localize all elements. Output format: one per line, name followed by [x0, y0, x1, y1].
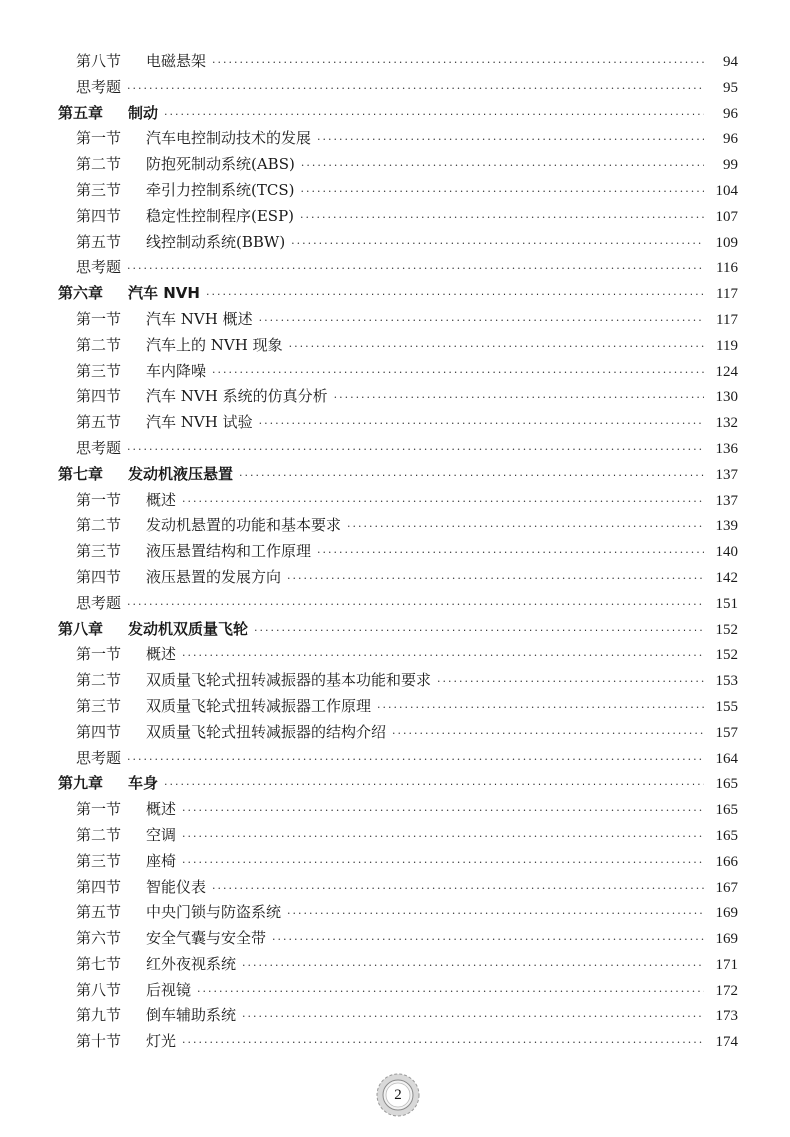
toc-entry-number: 第九章 — [58, 774, 104, 793]
toc-section-row[interactable] — [58, 565, 738, 591]
toc-page-number: 119 — [716, 337, 738, 354]
toc-entry-title: 倒车辅助系统 — [146, 1006, 237, 1025]
toc-entry-title: 液压悬置的发展方向 — [146, 567, 282, 586]
toc-entry-title: 牵引力控制系统(TCS) — [146, 180, 295, 199]
toc-entry-number: 第七章 — [58, 464, 104, 483]
toc-section-row[interactable] — [58, 539, 738, 565]
toc-page-number: 153 — [715, 673, 738, 690]
toc-entry-title: 电磁悬架 — [146, 52, 207, 70]
toc-page-number: 117 — [716, 286, 738, 303]
toc-entry-title: 概述 — [146, 645, 177, 664]
toc-entry-number: 第三节 — [76, 851, 122, 870]
dot-leader — [182, 798, 704, 824]
toc-entry-title: 灯光 — [146, 1032, 177, 1051]
dot-leader — [300, 205, 704, 231]
toc-entry-number: 第九节 — [76, 1006, 122, 1025]
dot-leader — [287, 566, 704, 592]
toc-section-row[interactable] — [58, 668, 738, 694]
toc-entry-number: 第八章 — [58, 619, 104, 638]
toc-entry-number: 思考题 — [76, 593, 122, 612]
toc-page-number: 169 — [715, 931, 738, 948]
toc-entry-number: 第八节 — [76, 980, 122, 999]
toc-section-row[interactable] — [58, 333, 738, 359]
toc-page-number: 165 — [715, 776, 738, 793]
toc-section-row[interactable] — [58, 1003, 738, 1029]
toc-entry-title: 双质量飞轮式扭转减振器的基本功能和要求 — [146, 671, 432, 690]
table-of-contents — [58, 49, 738, 1055]
toc-entry-number: 第三节 — [76, 361, 122, 380]
dot-leader — [182, 643, 704, 669]
dot-leader — [301, 153, 704, 179]
dot-leader — [197, 979, 704, 1005]
toc-page-number: 95 — [723, 79, 738, 96]
toc-entry-number: 第二节 — [76, 671, 122, 690]
toc-entry-title: 中央门锁与防盗系统 — [146, 903, 282, 922]
toc-section-row[interactable] — [58, 875, 738, 901]
toc-chapter-row[interactable] — [58, 462, 738, 488]
page-number: 2 — [394, 1086, 402, 1103]
toc-section-row[interactable] — [58, 952, 738, 978]
toc-entry-number: 第七节 — [76, 954, 122, 973]
dot-leader — [164, 102, 704, 128]
dot-leader — [127, 592, 704, 618]
toc-entry-title: 防抱死制动系统(ABS) — [146, 155, 295, 174]
toc-page-number: 94 — [723, 54, 738, 70]
toc-entry-number: 第五节 — [76, 413, 122, 432]
dot-leader — [242, 953, 704, 979]
toc-entry-number: 第二节 — [76, 155, 122, 174]
toc-section-row[interactable] — [58, 255, 738, 281]
toc-section-row[interactable] — [58, 978, 738, 1004]
toc-entry-number: 思考题 — [76, 438, 122, 457]
toc-page-number: 137 — [715, 466, 738, 483]
toc-entry-title: 汽车上的 NVH 现象 — [146, 335, 283, 354]
dot-leader — [164, 772, 704, 798]
toc-page-number: 137 — [715, 492, 738, 509]
toc-section-row[interactable] — [58, 900, 738, 926]
toc-entry-number: 第四节 — [76, 877, 122, 896]
toc-section-row[interactable] — [58, 359, 738, 385]
toc-page-number: 167 — [715, 879, 738, 896]
toc-entry-number: 第四节 — [76, 387, 122, 406]
toc-entry-number: 第二节 — [76, 335, 122, 354]
toc-entry-title: 安全气囊与安全带 — [146, 929, 267, 948]
toc-page-number: 174 — [715, 1034, 738, 1051]
toc-entry-title: 汽车 NVH — [128, 284, 200, 303]
dot-leader — [182, 1030, 704, 1056]
toc-section-row[interactable] — [58, 75, 738, 101]
toc-section-row[interactable] — [58, 307, 738, 333]
dot-leader — [212, 360, 704, 386]
toc-entry-number: 第一节 — [76, 129, 122, 148]
toc-entry-number: 第三节 — [76, 696, 122, 715]
toc-entry-title: 双质量飞轮式扭转减振器的结构介绍 — [146, 722, 387, 741]
toc-section-row[interactable] — [58, 204, 738, 230]
toc-section-row[interactable] — [58, 178, 738, 204]
toc-page-number: 157 — [715, 724, 738, 741]
dot-leader — [239, 463, 704, 489]
toc-chapter-row[interactable] — [58, 101, 738, 127]
toc-entry-number: 思考题 — [76, 748, 122, 767]
toc-entry-number: 第三节 — [76, 180, 122, 199]
toc-section-row[interactable] — [58, 513, 738, 539]
dot-leader — [437, 669, 704, 695]
toc-entry-title: 汽车电控制动技术的发展 — [146, 129, 312, 148]
toc-section-row[interactable] — [58, 797, 738, 823]
toc-section-row[interactable] — [58, 720, 738, 746]
toc-entry-number: 第一节 — [76, 645, 122, 664]
toc-entry-title: 后视镜 — [146, 980, 192, 999]
dot-leader — [242, 1004, 704, 1030]
toc-page-number: 130 — [715, 389, 738, 406]
toc-section-row[interactable] — [58, 230, 738, 256]
dot-leader — [272, 927, 704, 953]
toc-section-row[interactable] — [58, 823, 738, 849]
toc-page-number: 164 — [715, 750, 738, 767]
toc-entry-title: 线控制动系统(BBW) — [146, 232, 286, 251]
toc-entry-number: 第二节 — [76, 516, 122, 535]
toc-page-number: 116 — [716, 260, 738, 277]
toc-entry-title: 汽车 NVH 试验 — [146, 413, 253, 432]
toc-section-row[interactable] — [58, 49, 738, 75]
dot-leader — [334, 385, 704, 411]
toc-entry-title: 发动机双质量飞轮 — [128, 619, 249, 638]
toc-section-row[interactable] — [58, 642, 738, 668]
toc-entry-title: 液压悬置结构和工作原理 — [146, 542, 312, 561]
toc-page-number: 165 — [715, 802, 738, 819]
toc-page-number: 165 — [715, 827, 738, 844]
toc-chapter-row[interactable] — [58, 281, 738, 307]
dot-leader — [182, 824, 704, 850]
toc-entry-number: 第四节 — [76, 722, 122, 741]
toc-entry-number: 第六节 — [76, 929, 122, 948]
dot-leader — [377, 695, 704, 721]
toc-page-number: 136 — [715, 440, 738, 457]
toc-entry-number: 第五节 — [76, 903, 122, 922]
toc-entry-title: 红外夜视系统 — [146, 954, 237, 973]
toc-section-row[interactable] — [58, 926, 738, 952]
dot-leader — [182, 489, 704, 515]
toc-entry-title: 车内降噪 — [146, 361, 207, 380]
dot-leader — [127, 747, 704, 773]
dot-leader — [259, 411, 704, 437]
dot-leader — [212, 876, 704, 902]
toc-page-number: 140 — [715, 544, 738, 561]
toc-section-row[interactable] — [58, 746, 738, 772]
toc-entry-title: 汽车 NVH 概述 — [146, 309, 253, 328]
toc-section-row[interactable] — [58, 488, 738, 514]
toc-entry-number: 第五章 — [58, 103, 104, 122]
dot-leader — [127, 437, 704, 463]
toc-entry-number: 第六章 — [58, 284, 104, 303]
toc-entry-title: 双质量飞轮式扭转减振器工作原理 — [146, 696, 372, 715]
dot-leader — [317, 540, 704, 566]
dot-leader — [127, 76, 704, 102]
toc-page-number: 107 — [715, 208, 738, 225]
dot-leader — [347, 514, 704, 540]
toc-chapter-row[interactable] — [58, 617, 738, 643]
toc-entry-title: 稳定性控制程序(ESP) — [146, 206, 295, 225]
toc-entry-number: 第一节 — [76, 800, 122, 819]
toc-entry-number: 第十节 — [76, 1032, 122, 1051]
toc-page-number: 166 — [715, 853, 738, 870]
toc-page-number: 117 — [716, 311, 738, 328]
toc-section-row[interactable] — [58, 591, 738, 617]
toc-entry-title: 座椅 — [146, 851, 177, 870]
toc-page-number: 96 — [723, 131, 738, 148]
toc-page-number: 152 — [715, 647, 738, 664]
toc-chapter-row[interactable] — [58, 771, 738, 797]
dot-leader — [300, 179, 704, 205]
toc-entry-title: 发动机悬置的功能和基本要求 — [146, 516, 342, 535]
page-number-badge — [375, 1072, 421, 1118]
dot-leader — [212, 50, 704, 76]
toc-entry-number: 思考题 — [76, 77, 122, 96]
toc-page-number: 96 — [723, 105, 738, 122]
toc-page-number: 104 — [715, 182, 738, 199]
dot-leader — [206, 282, 704, 308]
toc-entry-title: 概述 — [146, 800, 177, 819]
toc-page-number: 124 — [715, 363, 738, 380]
toc-section-row[interactable] — [58, 126, 738, 152]
toc-entry-number: 第一节 — [76, 309, 122, 328]
dot-leader — [317, 127, 704, 153]
toc-page-number: 139 — [715, 518, 738, 535]
toc-entry-number: 第二节 — [76, 825, 122, 844]
toc-entry-title: 智能仪表 — [146, 877, 207, 896]
toc-entry-title: 概述 — [146, 490, 177, 509]
toc-entry-title: 汽车 NVH 系统的仿真分析 — [146, 387, 328, 406]
dot-leader — [127, 256, 704, 282]
toc-entry-title: 车身 — [128, 774, 159, 793]
dot-leader — [291, 231, 704, 257]
toc-entry-number: 第一节 — [76, 490, 122, 509]
toc-section-row[interactable] — [58, 410, 738, 436]
dot-leader — [182, 850, 704, 876]
dot-leader — [254, 618, 704, 644]
toc-section-row[interactable] — [58, 849, 738, 875]
toc-section-row[interactable] — [58, 152, 738, 178]
toc-page-number: 172 — [715, 982, 738, 999]
dot-leader — [392, 721, 704, 747]
toc-entry-number: 第五节 — [76, 232, 122, 251]
toc-page-number: 142 — [715, 569, 738, 586]
toc-page-number: 109 — [715, 234, 738, 251]
toc-section-row[interactable] — [58, 384, 738, 410]
dot-leader — [287, 901, 704, 927]
toc-entry-title: 制动 — [128, 103, 159, 122]
toc-section-row[interactable] — [58, 694, 738, 720]
toc-page-number: 171 — [715, 956, 738, 973]
toc-entry-number: 思考题 — [76, 258, 122, 277]
toc-entry-number: 第四节 — [76, 567, 122, 586]
toc-page-number: 173 — [715, 1008, 738, 1025]
toc-page-number: 99 — [723, 157, 738, 174]
toc-page-number: 169 — [715, 905, 738, 922]
toc-section-row[interactable] — [58, 1029, 738, 1055]
toc-page-number: 155 — [715, 698, 738, 715]
toc-entry-title: 空调 — [146, 825, 177, 844]
toc-entry-number: 第三节 — [76, 542, 122, 561]
toc-section-row[interactable] — [58, 436, 738, 462]
toc-page-number: 152 — [715, 621, 738, 638]
dot-leader — [289, 334, 704, 360]
toc-page-number: 132 — [715, 415, 738, 432]
toc-entry-title: 发动机液压悬置 — [128, 464, 234, 483]
dot-leader — [259, 308, 704, 334]
toc-page-number: 151 — [715, 595, 738, 612]
toc-entry-number: 第八节 — [76, 52, 122, 70]
toc-entry-number: 第四节 — [76, 206, 122, 225]
